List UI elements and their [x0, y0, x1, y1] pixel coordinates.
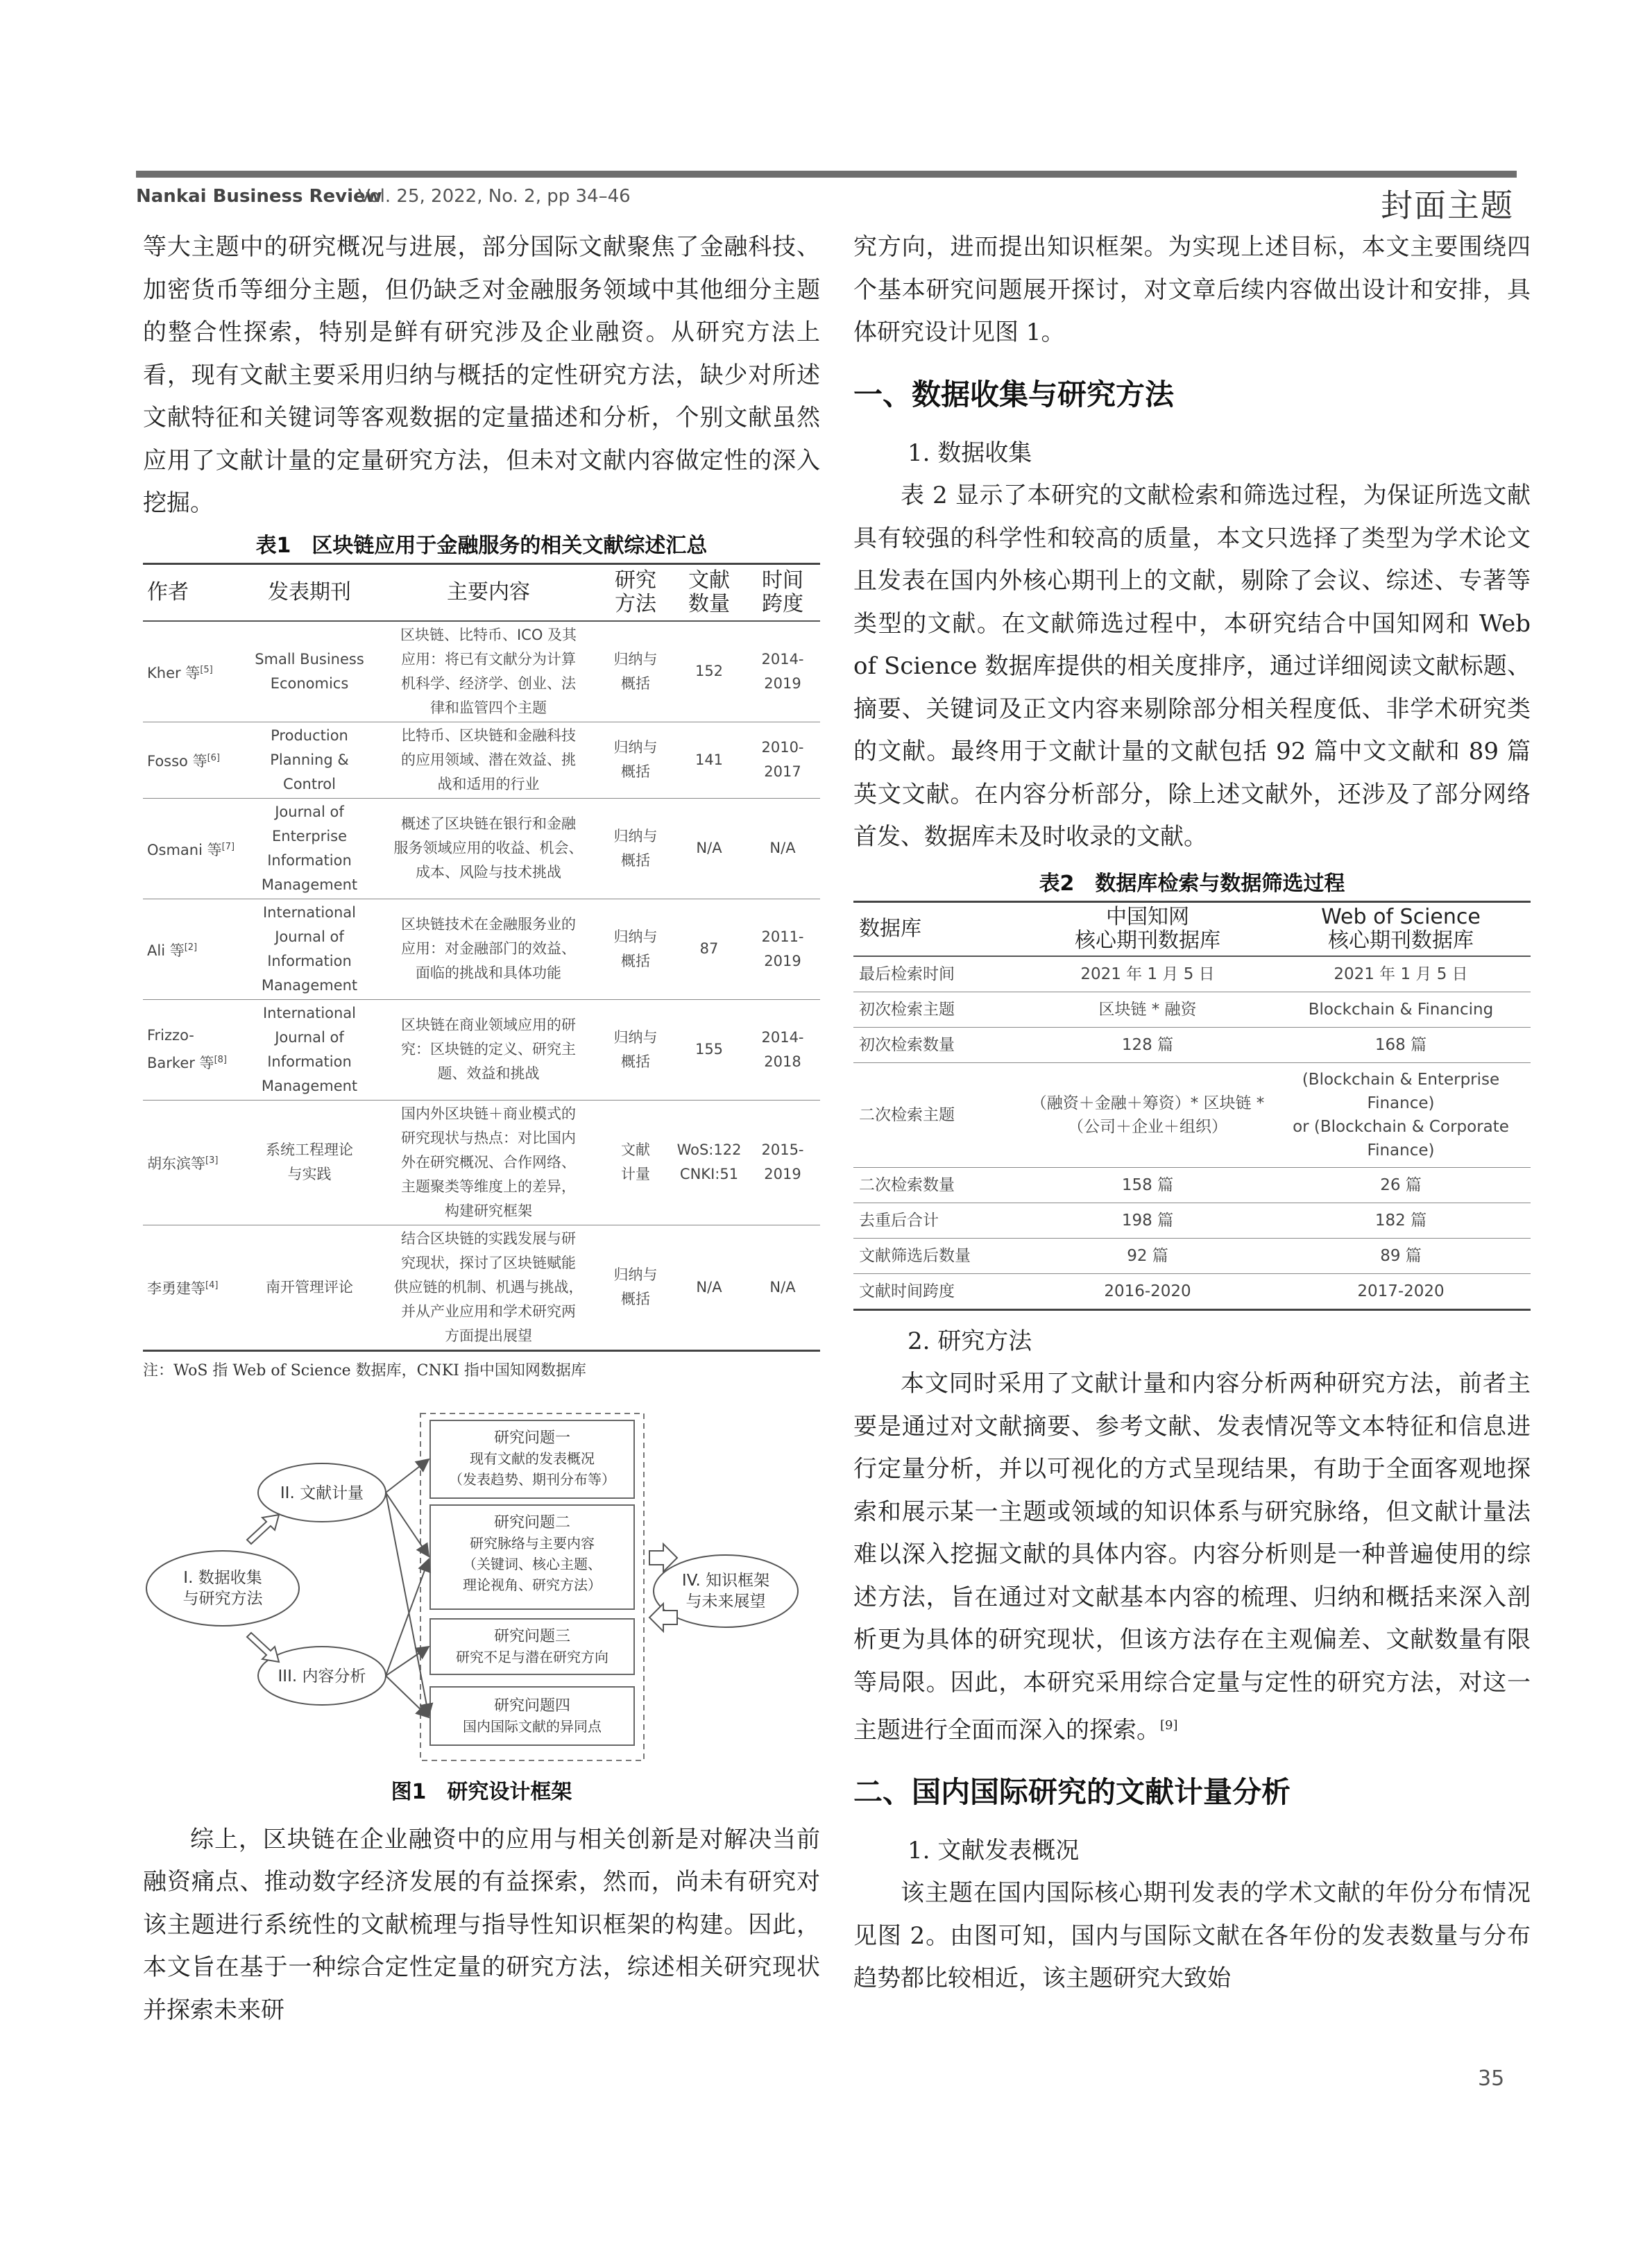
- table-row: [853, 1203, 1531, 1238]
- table1-count: 152: [673, 621, 745, 722]
- table1-span: 2014- 2019: [745, 621, 820, 722]
- table1-span: N/A: [745, 1225, 820, 1350]
- reference-mark: [8]: [214, 1055, 227, 1065]
- journal-volume: Vol. 25, 2022, No. 2, pp 34–46: [358, 186, 631, 207]
- table2-cnki-value: 92 篇: [1024, 1238, 1271, 1273]
- node-knowledge-framework-label: 与未来展望: [686, 1592, 766, 1611]
- table2-wos-value: 89 篇: [1271, 1238, 1531, 1273]
- author-name: 李勇建等: [147, 1280, 205, 1297]
- reference-mark: [7]: [221, 841, 235, 852]
- reference-mark: [4]: [205, 1280, 219, 1291]
- table1-caption: 表1 区块链应用于金融服务的相关文献综述汇总: [255, 533, 708, 558]
- journal-name: Nankai Business Review: [136, 186, 382, 207]
- question-2-line: 理论视角、研究方法）: [463, 1576, 602, 1593]
- table2-cnki-value: 198 篇: [1024, 1203, 1271, 1238]
- table1-header-count: 文献 数量: [673, 563, 745, 621]
- table1-span: 2010- 2017: [745, 722, 820, 798]
- table-row: [853, 1167, 1531, 1203]
- section-2-heading: 二、国内国际研究的文献计量分析: [853, 1774, 1291, 1809]
- right-paragraph-1: 究方向，进而提出知识框架。为实现上述目标，本文主要围绕四个基本研究问题展开探讨，对文章后续内容做出设计和安排，具体研究设计见图 1。: [853, 233, 1531, 346]
- question-4-line: 国内国际文献的异同点: [463, 1717, 602, 1735]
- left-paragraph-2: 综上，区块链在企业融资中的应用与相关创新是对解决当前融资痛点、推动数字经济发展的有益探索，然而，尚未有研究对该主题进行系统性的文献梳理与指导性知识框架的构建。因此，本文旨在基于一种综合定性定量的研究方法，综述相关研究现状并探索未来研: [143, 1825, 820, 2024]
- author-name: Osmani 等: [147, 841, 222, 858]
- left-paragraph-1: 等大主题中的研究概况与进展，部分国际文献聚焦了金融科技、加密货币等细分主题，但仍缺乏对金融服务领域中其他细分主题的整合性探索，特别是鲜有研究涉及企业融资。从研究方法上看，现有文献主要采用归纳与概括的定性研究方法，缺少对所述文献特征和关键词等客观数据的定量描述和分析，个别文献虽然应用了文献计量的定量研究方法，但未对文献内容做定性的深入挖掘。: [143, 233, 820, 517]
- table2: [853, 901, 1531, 1311]
- table1-content: 区块链、比特币、ICO 及其 应用：将已有文献分为计算 机科学、经济学、创业、法 律和监管四个主题: [379, 621, 598, 722]
- table-row: [853, 1238, 1531, 1273]
- header-rule: [136, 171, 1517, 178]
- table1-method: 归纳与 概括: [598, 621, 673, 722]
- table-row: [853, 992, 1531, 1027]
- table2-cnki-value: 128 篇: [1024, 1027, 1271, 1062]
- table1-content: 国内外区块链＋商业模式的 研究现状与热点：对比国内 外在研究概况、合作网络、 主题聚类等维度上的差异， 构建研究框架: [379, 1100, 598, 1225]
- right-paragraph-3: [853, 1363, 1531, 1752]
- table2-label: 初次检索主题: [853, 992, 1024, 1027]
- table2-cnki-value: 区块链 * 融资: [1024, 992, 1271, 1027]
- table1-author: [143, 1225, 240, 1350]
- table2-label: 文献筛选后数量: [853, 1238, 1024, 1273]
- table1-header-span: 时间 跨度: [745, 563, 820, 621]
- figure1-diagram: [143, 1404, 820, 1765]
- question-2-title: 研究问题二: [493, 1513, 571, 1531]
- table1-count: N/A: [673, 798, 745, 899]
- table1-content: 区块链技术在金融服务业的 应用：对金融部门的效益、 面临的挑战和具体功能: [379, 899, 598, 999]
- table1-author: [143, 798, 240, 899]
- table1-content: 结合区块链的实践发展与研 究现状，探讨了区块链赋能 供应链的机制、机遇与挑战， 并从产业应用和学术研究两 方面提出展望: [379, 1225, 598, 1350]
- table1-count: 141: [673, 722, 745, 798]
- table1-method: 归纳与 概括: [598, 899, 673, 999]
- author-name: Kher 等: [147, 664, 201, 681]
- right-paragraph-4: 该主题在国内国际核心期刊发表的学术文献的年份分布情况见图 2。由图可知，国内与国际文献在各年份的发表数量与分布趋势都比较相近，该主题研究大致始: [853, 1879, 1531, 1993]
- table2-wos-value: (Blockchain & Enterprise Finance) or (Blockchain & Corporate Finance): [1271, 1062, 1531, 1167]
- table2-caption: 表2 数据库检索与数据筛选过程: [1039, 871, 1345, 896]
- table1-method: 文献 计量: [598, 1100, 673, 1225]
- node-data-collection-label: I. 数据收集: [183, 1568, 262, 1587]
- table2-cnki-value: 2021 年 1 月 5 日: [1024, 956, 1271, 992]
- table1-method: 归纳与 概括: [598, 798, 673, 899]
- table-row: [143, 999, 820, 1100]
- node-content-analysis-label: III. 内容分析: [278, 1667, 366, 1685]
- reference-mark: [3]: [205, 1155, 219, 1166]
- hollow-arrow-up: [247, 1515, 279, 1544]
- table1-header-author: 作者: [143, 563, 240, 621]
- section-1-heading: 一、数据收集与研究方法: [853, 377, 1175, 411]
- left-column: [143, 226, 820, 2032]
- table-row: [143, 722, 820, 798]
- right-column: [853, 226, 1531, 2001]
- table2-wos-value: Blockchain & Financing: [1271, 992, 1531, 1027]
- table1-journal: 南开管理评论: [240, 1225, 379, 1350]
- table1-method: 归纳与 概括: [598, 722, 673, 798]
- table1-author: [143, 621, 240, 722]
- table2-header-db: 数据库: [853, 901, 1024, 956]
- question-3-title: 研究问题三: [493, 1627, 571, 1645]
- paragraph-text: 本文同时采用了文献计量和内容分析两种研究方法，前者主要是通过对文献摘要、参考文献、发表情况等文本特征和信息进行定量分析，并以可视化的方式呈现结果，有助于全面客观地探索和展示某一主题或领域的知识体系与研究脉络，但文献计量法难以深入挖掘文献的具体内容。内容分析则是一种普遍使用的综述方法，旨在通过对文献基本内容的梳理、归纳和概括来深入剖析更为具体的研究现状，但该方法存在主观偏差、文献数量有限等局限。因此，本研究采用综合定量与定性的研究方法，对这一主题进行全面而深入的探索。: [853, 1370, 1531, 1744]
- table1-header-journal: 发表期刊: [240, 563, 379, 621]
- table1-content: 比特币、区块链和金融科技 的应用领域、潜在效益、挑 战和适用的行业: [379, 722, 598, 798]
- author-name: Frizzo- Barker 等: [147, 1027, 214, 1071]
- table1-count: 155: [673, 999, 745, 1100]
- question-1-line: （发表趋势、期刊分布等）: [449, 1470, 615, 1488]
- table-row: [143, 798, 820, 899]
- table-row: [143, 621, 820, 722]
- question-4-title: 研究问题四: [493, 1697, 571, 1715]
- subsection-1-1: 1. 数据收集: [908, 439, 1032, 467]
- figure1-caption: 图1 研究设计框架: [391, 1779, 572, 1804]
- table2-label: 最后检索时间: [853, 956, 1024, 992]
- table-row: [143, 899, 820, 999]
- table2-header-cnki: 中国知网 核心期刊数据库: [1024, 901, 1271, 956]
- table1-journal: Small Business Economics: [240, 621, 379, 722]
- table1-span: 2011- 2019: [745, 899, 820, 999]
- table2-wos-value: 182 篇: [1271, 1203, 1531, 1238]
- question-box-4: [430, 1687, 634, 1745]
- question-box-3: [430, 1619, 634, 1674]
- table1-header-row: [143, 563, 820, 621]
- node-data-collection: [146, 1551, 299, 1626]
- author-name: Fosso 等: [147, 753, 207, 770]
- table1-journal: 系统工程理论 与实践: [240, 1100, 379, 1225]
- table1-header-method: 研究 方法: [598, 563, 673, 621]
- subsection-2-1: 1. 文献发表概况: [908, 1836, 1080, 1865]
- table1-author: [143, 1100, 240, 1225]
- arrow-bib-q1: [386, 1459, 429, 1493]
- author-name: Ali 等: [147, 942, 185, 959]
- table1-header-content: 主要内容: [379, 563, 598, 621]
- table1-author: [143, 999, 240, 1100]
- table1-journal: Production Planning & Control: [240, 722, 379, 798]
- question-2-line: 研究脉络与主要内容: [470, 1534, 595, 1552]
- table1-journal: International Journal of Information Management: [240, 899, 379, 999]
- table1: [143, 563, 820, 1352]
- table1-count: WoS:122 CNKI:51: [673, 1100, 745, 1225]
- hollow-arrow-down: [247, 1633, 279, 1662]
- table-row: [143, 1100, 820, 1225]
- table1-journal: International Journal of Information Management: [240, 999, 379, 1100]
- table2-header-wos: Web of Science 核心期刊数据库: [1271, 901, 1531, 956]
- table2-wos-value: 2017-2020: [1271, 1273, 1531, 1309]
- table2-cnki-value: 158 篇: [1024, 1167, 1271, 1203]
- table-row: [143, 1225, 820, 1350]
- table1-count: N/A: [673, 1225, 745, 1350]
- table1-content: 区块链在商业领域应用的研 究：区块链的定义、研究主 题、效益和挑战: [379, 999, 598, 1100]
- table2-wos-value: 2021 年 1 月 5 日: [1271, 956, 1531, 992]
- node-data-collection-label: 与研究方法: [182, 1589, 263, 1608]
- reference-mark: [9]: [1160, 1718, 1178, 1733]
- table-row: [853, 1062, 1531, 1167]
- table2-cnki-value: （融资＋金融＋筹资）* 区块链 * （公司＋企业＋组织）: [1024, 1062, 1271, 1167]
- question-2-line: （关键词、核心主题、: [463, 1555, 602, 1572]
- table1-author: [143, 722, 240, 798]
- arrow-content-q3: [386, 1647, 429, 1676]
- node-knowledge-framework-label: IV. 知识框架: [681, 1571, 770, 1590]
- table2-wos-value: 26 篇: [1271, 1167, 1531, 1203]
- table2-label: 二次检索数量: [853, 1167, 1024, 1203]
- page-number: 35: [1478, 2066, 1505, 2091]
- question-1-line: 现有文献的发表概况: [470, 1450, 595, 1467]
- arrow-content-q2: [386, 1559, 429, 1676]
- table1-count: 87: [673, 899, 745, 999]
- table1-method: 归纳与 概括: [598, 1225, 673, 1350]
- table1-author: [143, 899, 240, 999]
- question-1-title: 研究问题一: [493, 1429, 571, 1447]
- question-3-line: 研究不足与潜在研究方向: [456, 1648, 608, 1665]
- table1-content: 概述了区块链在银行和金融 服务领域应用的收益、机会、 成本、风险与技术挑战: [379, 798, 598, 899]
- table2-label: 二次检索主题: [853, 1062, 1024, 1167]
- table2-wos-value: 168 篇: [1271, 1027, 1531, 1062]
- table1-journal: Journal of Enterprise Information Management: [240, 798, 379, 899]
- table-row: [853, 1027, 1531, 1062]
- table2-label: 文献时间跨度: [853, 1273, 1024, 1309]
- table2-label: 初次检索数量: [853, 1027, 1024, 1062]
- node-bibliometrics-label: II. 文献计量: [280, 1484, 364, 1502]
- table2-header-row: [853, 901, 1531, 956]
- right-paragraph-2: 表 2 显示了本研究的文献检索和筛选过程，为保证所选文献具有较强的科学性和较高的质量，本文只选择了类型为学术论文且发表在国内外核心期刊上的文献，剔除了会议、综述、专著等类型的文献。在文献筛选过程中，本研究结合中国知网和 Web of Science 数据库提供的相关度排序，通过详细阅读文献标题、摘要、关键词及正文内容来剔除部分相关程度低、非学术研究类的文献。最终用于文献计量的文献包括 92 篇中文文献和 89 篇英文文献。在内容分析部分，除上述文献外，还涉及了部分网络首发、数据库未及时收录的文献。: [853, 482, 1531, 851]
- reference-mark: [5]: [200, 664, 213, 675]
- table2-cnki-value: 2016-2020: [1024, 1273, 1271, 1309]
- table2-label: 去重后合计: [853, 1203, 1024, 1238]
- table1-method: 归纳与 概括: [598, 999, 673, 1100]
- table-row: [853, 956, 1531, 992]
- table1-span: 2015- 2019: [745, 1100, 820, 1225]
- table1-note: 注：WoS 指 Web of Science 数据库，CNKI 指中国知网数据库: [143, 1361, 586, 1379]
- running-header: [136, 171, 1517, 224]
- author-name: 胡东滨等: [147, 1155, 205, 1172]
- table1-span: 2014- 2018: [745, 999, 820, 1100]
- reference-mark: [2]: [184, 942, 198, 953]
- table-row: [853, 1273, 1531, 1309]
- table1-span: N/A: [745, 798, 820, 899]
- section-topic: 封面主题: [1381, 187, 1514, 224]
- subsection-1-2: 2. 研究方法: [908, 1327, 1032, 1355]
- figure1-research-framework: [143, 1404, 820, 1765]
- reference-mark: [6]: [207, 753, 221, 763]
